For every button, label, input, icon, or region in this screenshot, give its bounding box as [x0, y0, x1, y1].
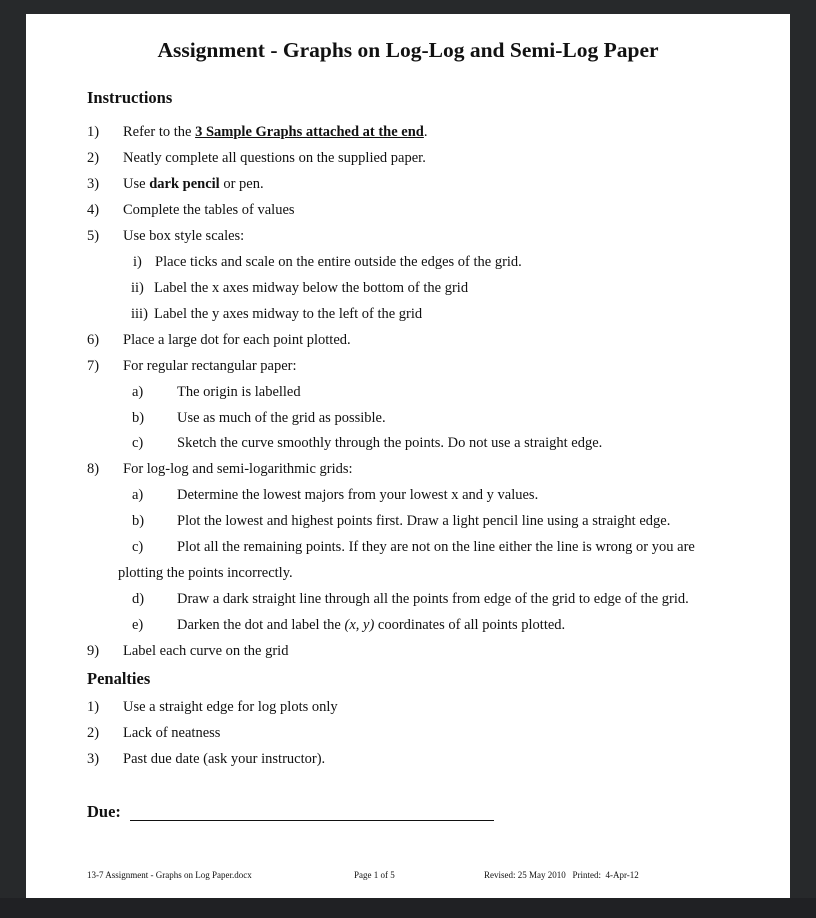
item-text: For log-log and semi-logarithmic grids: [123, 461, 353, 477]
item-text: Use box style scales: [123, 228, 245, 244]
item-number: 2) [87, 150, 100, 166]
item-text: Label each curve on the grid [123, 643, 289, 659]
item-text: The origin is labelled [177, 384, 301, 400]
item-text: Use as much of the grid as possible. [177, 410, 386, 426]
item-text: Plot the lowest and highest points first. Draw a light pencil line using a straight edge. [177, 513, 671, 529]
item-text-post: . [423, 124, 428, 140]
item-number: 9) [87, 643, 100, 659]
item-number: e) [132, 617, 144, 633]
item-number: iii) [131, 306, 148, 322]
item-number: c) [132, 539, 144, 555]
item-number: ii) [131, 280, 144, 296]
item-text-pre: Use [123, 176, 150, 192]
footer-dates: Revised: 25 May 2010 Printed: 4-Apr-12 [484, 870, 639, 880]
item-text [177, 616, 565, 634]
item-text: Label the y axes midway to the left of the grid [154, 306, 423, 322]
due-date-blank [130, 820, 494, 821]
page-title: Assignment - Graphs on Log-Log and Semi-Log Paper [157, 38, 659, 62]
item-number: 2) [87, 725, 100, 741]
item-text: Neatly complete all questions on the supplied paper. [123, 150, 426, 166]
item-text: For regular rectangular paper: [123, 358, 297, 374]
item-text: Plot all the remaining points. If they are not on the line either the line is wrong or you are [177, 539, 695, 555]
item-number: b) [132, 410, 145, 426]
due-label: Due: [87, 802, 121, 821]
item-number: a) [132, 487, 144, 503]
item-number: d) [132, 591, 145, 607]
item-text-bold: dark pencil [149, 176, 220, 192]
footer-page-number: Page 1 of 5 [354, 870, 395, 880]
footer-filename: 13-7 Assignment - Graphs on Log Paper.docx [87, 870, 252, 880]
instructions-heading: Instructions [87, 88, 173, 107]
item-number: 8) [87, 461, 100, 477]
item-text: Draw a dark straight line through all the points from edge of the grid to edge of the grid. [177, 591, 689, 607]
item-text: Lack of neatness [123, 725, 221, 741]
item-text [123, 175, 264, 193]
document-page [26, 14, 790, 898]
item-text: Past due date (ask your instructor). [123, 751, 326, 767]
item-text-pre: Refer to the [123, 124, 196, 140]
item-text-continuation: plotting the points incorrectly. [118, 565, 293, 581]
item-number: a) [132, 384, 144, 400]
item-number: i) [133, 254, 142, 270]
item-text-pre: Darken the dot and label the [177, 617, 345, 633]
item-text-post: coordinates of all points plotted. [374, 617, 566, 633]
sample-graphs-link[interactable]: 3 Sample Graphs attached at the end [195, 124, 424, 140]
item-number: 1) [87, 699, 100, 715]
item-text: Sketch the curve smoothly through the points. Do not use a straight edge. [177, 435, 603, 451]
item-text: Label the x axes midway below the bottom of the grid [154, 280, 469, 296]
item-text-post: or pen. [219, 176, 264, 192]
viewer-top-bar [0, 0, 816, 14]
item-number: 3) [87, 751, 100, 767]
item-number: 4) [87, 202, 100, 218]
penalties-heading: Penalties [87, 669, 151, 688]
item-number: 6) [87, 332, 100, 348]
item-text [123, 123, 428, 141]
item-number: 5) [87, 228, 100, 244]
item-number: c) [132, 435, 144, 451]
item-text: Place a large dot for each point plotted. [123, 332, 351, 348]
item-text: Complete the tables of values [123, 202, 295, 218]
item-text: Use a straight edge for log plots only [123, 699, 338, 715]
item-number: 3) [87, 176, 100, 192]
item-number: 7) [87, 358, 100, 374]
item-number: 1) [87, 124, 100, 140]
item-text: Determine the lowest majors from your lowest x and y values. [177, 487, 539, 503]
viewer-bottom-bar [0, 898, 816, 918]
item-number: b) [132, 513, 145, 529]
item-text: Place ticks and scale on the entire outside the edges of the grid. [155, 254, 522, 270]
coordinate-notation: (x, y) [344, 617, 375, 633]
